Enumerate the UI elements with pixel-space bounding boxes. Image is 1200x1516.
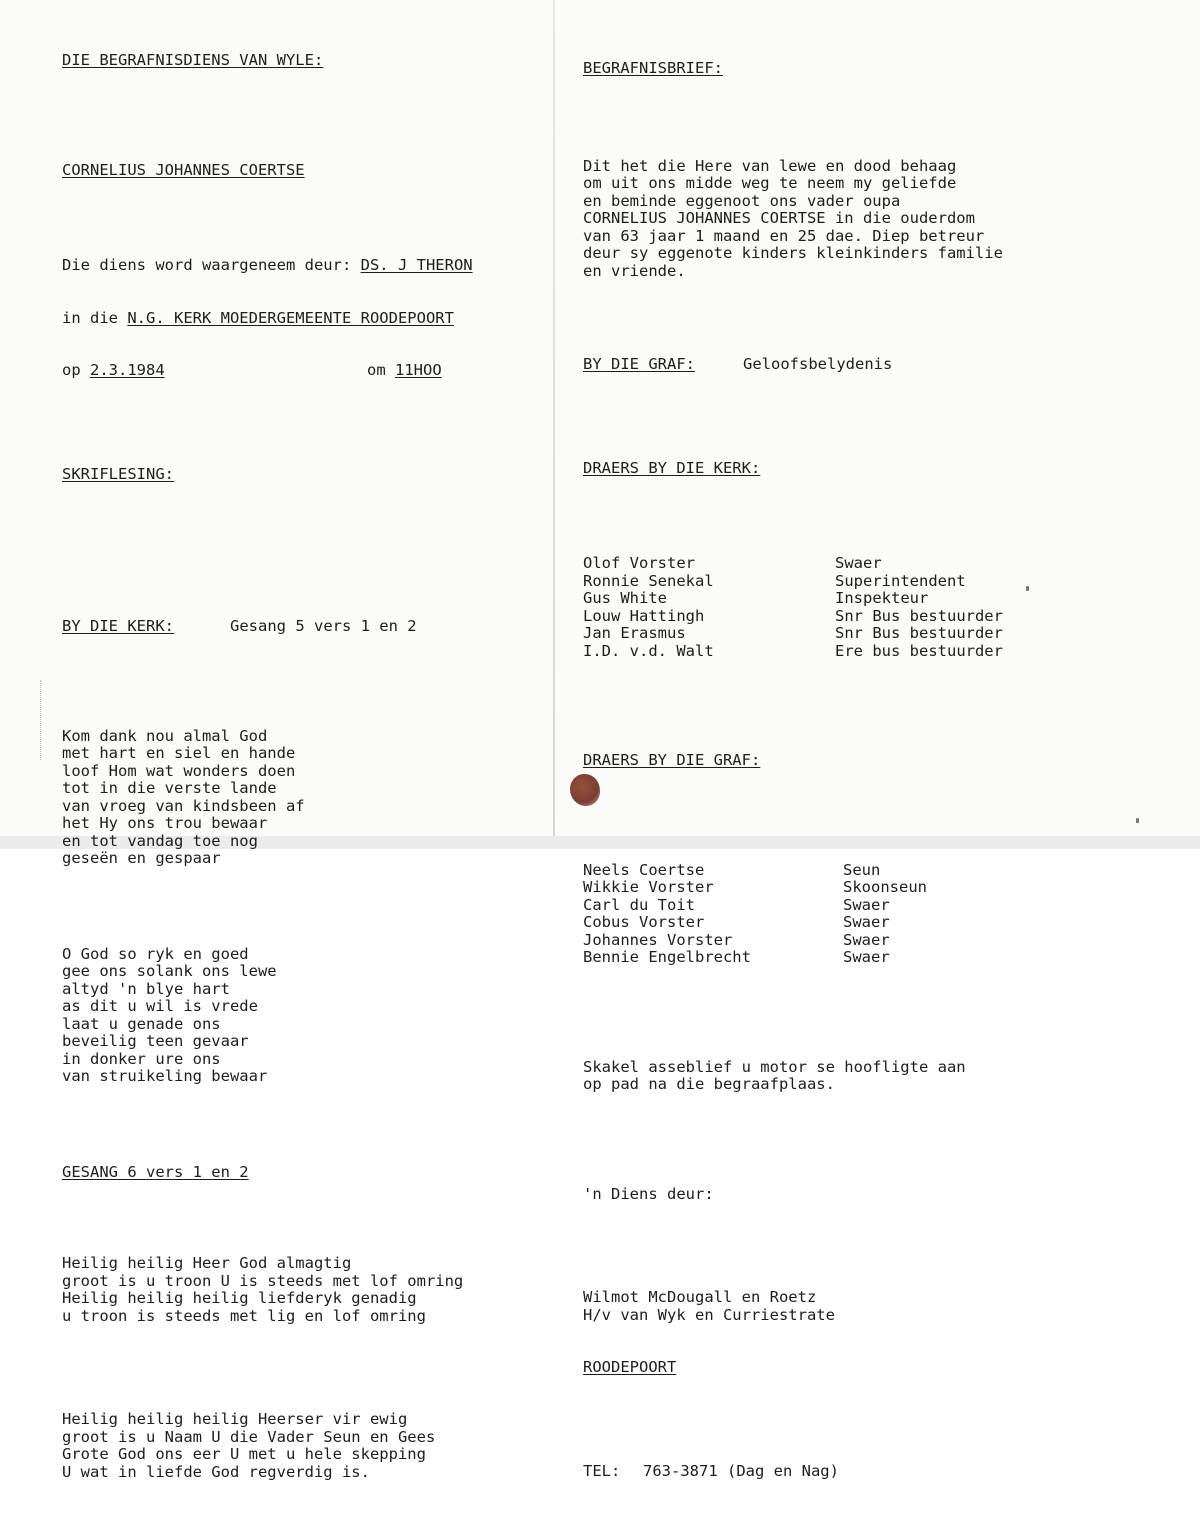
bearer-role: Skoonseun: [843, 878, 927, 896]
undertaker-line: H/v van Wyk en Curriestrate: [583, 1305, 835, 1324]
bearer-role: Swaer: [835, 554, 882, 572]
officiant-line: [62, 257, 542, 275]
bearer-row: [583, 897, 1183, 915]
hymn-line: Grote God ons eer U met u hele skepping: [62, 1445, 426, 1463]
grave-heading: BY DIE GRAF:: [583, 355, 695, 373]
bearer-row: [583, 573, 1183, 591]
tel-label: TEL:: [583, 1461, 621, 1480]
hymn-line: van vroeg van kindsbeen af: [62, 796, 305, 815]
bearer-row: [583, 862, 1183, 880]
hymn-line: met hart en siel en hande: [62, 744, 296, 762]
service-by-label: 'n Diens deur:: [583, 1184, 714, 1203]
bearer-name: Cobus Vorster: [583, 913, 705, 931]
hymn-line: u troon is steeds met lig en lof omring: [62, 1306, 426, 1325]
grave-heading-line: [583, 356, 1183, 374]
bearer-row: [583, 914, 1183, 932]
bearer-name: Louw Hattingh: [583, 606, 705, 625]
hymn-line: het Hy ons trou bewaar: [62, 814, 268, 832]
undertaker-town: ROODEPOORT: [583, 1358, 677, 1376]
letter-line: en vriende.: [583, 261, 686, 280]
scan-edge-marks: [40, 680, 43, 760]
bearer-role: Seun: [843, 860, 881, 879]
hymn-line: beveilig teen gevaar: [62, 1032, 249, 1050]
hymn-line: altyd 'n blye hart: [62, 979, 230, 998]
hymn-line: van struikeling bewaar: [62, 1067, 268, 1085]
bearer-row: [583, 555, 1183, 573]
church-hymn: Gesang 5 vers 1 en 2: [230, 617, 417, 635]
bearer-role: Swaer: [843, 930, 890, 949]
bearer-name: Neels Coertse: [583, 860, 705, 879]
bearers-grave-list: [583, 862, 1183, 967]
hymn5-verse1: [62, 728, 542, 868]
bearers-church-heading: DRAERS BY DIE KERK:: [583, 458, 761, 477]
hymn-line: in donker ure ons: [62, 1049, 221, 1068]
headlights-note: [583, 1059, 1183, 1094]
hymn-line: Heilig heilig Heer God almagtig: [62, 1254, 352, 1272]
hymn-line: O God so ryk en goed: [62, 944, 249, 963]
bearer-role: Swaer: [843, 913, 890, 931]
grave-item: Geloofsbelydenis: [743, 355, 893, 373]
letter-heading: BEGRAFNISBRIEF:: [583, 59, 723, 77]
hymn-line: Kom dank nou almal God: [62, 726, 268, 745]
telephone-line: [583, 1463, 1183, 1481]
letter-line: om uit ons midde weg te neem my geliefde: [583, 174, 957, 192]
letter-line: van 63 jaar 1 maand en 25 dae. Diep betreur: [583, 226, 985, 245]
letter-line: CORNELIUS JOHANNES COERTSE in die ouderdom: [583, 209, 975, 227]
officiant-prefix: Die diens word waargeneem deur:: [62, 256, 361, 274]
bearer-name: Olof Vorster: [583, 554, 695, 572]
hymn5-verse2: [62, 946, 542, 1086]
undertaker-line: Wilmot McDougall en Roetz: [583, 1288, 817, 1306]
time-prefix: om: [367, 361, 395, 379]
church-heading: BY DIE KERK:: [62, 617, 174, 635]
date-time-line: [62, 362, 542, 380]
hymn-line: laat u genade ons: [62, 1014, 221, 1033]
hymn-line: Heilig heilig heilig liefderyk genadig: [62, 1289, 417, 1307]
hymn-line: loof Hom wat wonders doen: [62, 761, 296, 780]
bearer-name: Wikkie Vorster: [583, 878, 714, 896]
church-heading-line: [62, 618, 542, 636]
bearer-role: Swaer: [843, 948, 890, 966]
letter-line: deur sy eggenote kinders kleinkinders familie: [583, 244, 1003, 262]
bearer-role: Ere bus bestuurder: [835, 641, 1003, 660]
bearer-row: [583, 949, 1183, 967]
service-time: 11HOO: [395, 361, 442, 379]
bearer-role: Snr Bus bestuurder: [835, 624, 1003, 642]
service-date: 2.3.1984: [90, 361, 165, 379]
bearer-row: [583, 879, 1183, 897]
venue-name: N.G. KERK MOEDERGEMEENTE ROODEPOORT: [127, 308, 454, 327]
note-line: Skakel asseblief u motor se hoofligte aan: [583, 1057, 966, 1076]
note-line: op pad na die begraafplaas.: [583, 1075, 835, 1093]
date-prefix: op: [62, 361, 90, 379]
bearer-name: I.D. v.d. Walt: [583, 641, 714, 660]
hymn-line: en tot vandag toe nog: [62, 831, 258, 850]
hymn-line: groot is u troon U is steeds met lof omring: [62, 1271, 464, 1290]
undertaker-address: [583, 1289, 1183, 1324]
bearer-row: [583, 932, 1183, 950]
hymn6-heading: GESANG 6 vers 1 en 2: [62, 1162, 249, 1181]
bearer-role: Snr Bus bestuurder: [835, 606, 1003, 625]
officiant-name: DS. J THERON: [360, 256, 473, 274]
left-page: [62, 17, 542, 1516]
hymn-line: groot is u Naam U die Vader Seun en Gees: [62, 1427, 436, 1446]
deceased-name: CORNELIUS JOHANNES COERTSE: [62, 160, 305, 179]
bearers-grave-heading: DRAERS BY DIE GRAF:: [583, 751, 761, 769]
bearer-role: Inspekteur: [835, 589, 929, 607]
hymn-line: geseën en gespaar: [62, 849, 221, 867]
bearer-row: [583, 625, 1183, 643]
scripture-heading: SKRIFLESING:: [62, 464, 174, 483]
hymn-line: gee ons solank ons lewe: [62, 962, 277, 980]
venue-prefix: in die: [62, 308, 128, 327]
right-page: [583, 25, 1183, 1515]
bearer-role: Swaer: [843, 895, 890, 914]
bearer-name: Jan Erasmus: [583, 624, 686, 642]
hymn6-verse1: [62, 1255, 542, 1325]
bearer-name: Bennie Engelbrecht: [583, 948, 751, 966]
hymn-line: as dit u wil is vrede: [62, 997, 258, 1015]
venue-line: [62, 310, 542, 328]
hymn-line: tot in die verste lande: [62, 779, 277, 797]
tel-value: 763-3871 (Dag en Nag): [643, 1461, 839, 1480]
bearer-row: [583, 643, 1183, 661]
letter-line: en beminde eggenoot ons vader oupa: [583, 191, 901, 210]
page-fold: [553, 0, 555, 849]
hymn6-verse2: [62, 1411, 542, 1481]
bearer-row: [583, 608, 1183, 626]
hymn-line: Heilig heilig heilig Heerser vir ewig: [62, 1410, 408, 1428]
letter-line: Dit het die Here van lewe en dood behaag: [583, 156, 957, 175]
bearer-name: Johannes Vorster: [583, 930, 733, 949]
bearer-name: Gus White: [583, 589, 667, 607]
programme-title: DIE BEGRAFNISDIENS VAN WYLE:: [62, 51, 324, 69]
bearers-church-list: [583, 555, 1183, 660]
bearer-row: [583, 590, 1183, 608]
hymn-line: U wat in liefde God regverdig is.: [62, 1462, 370, 1481]
bearer-name: Ronnie Senekal: [583, 571, 714, 590]
funeral-letter: [583, 158, 1183, 281]
bearer-role: Superintendent: [835, 571, 966, 590]
bearer-name: Carl du Toit: [583, 895, 695, 914]
